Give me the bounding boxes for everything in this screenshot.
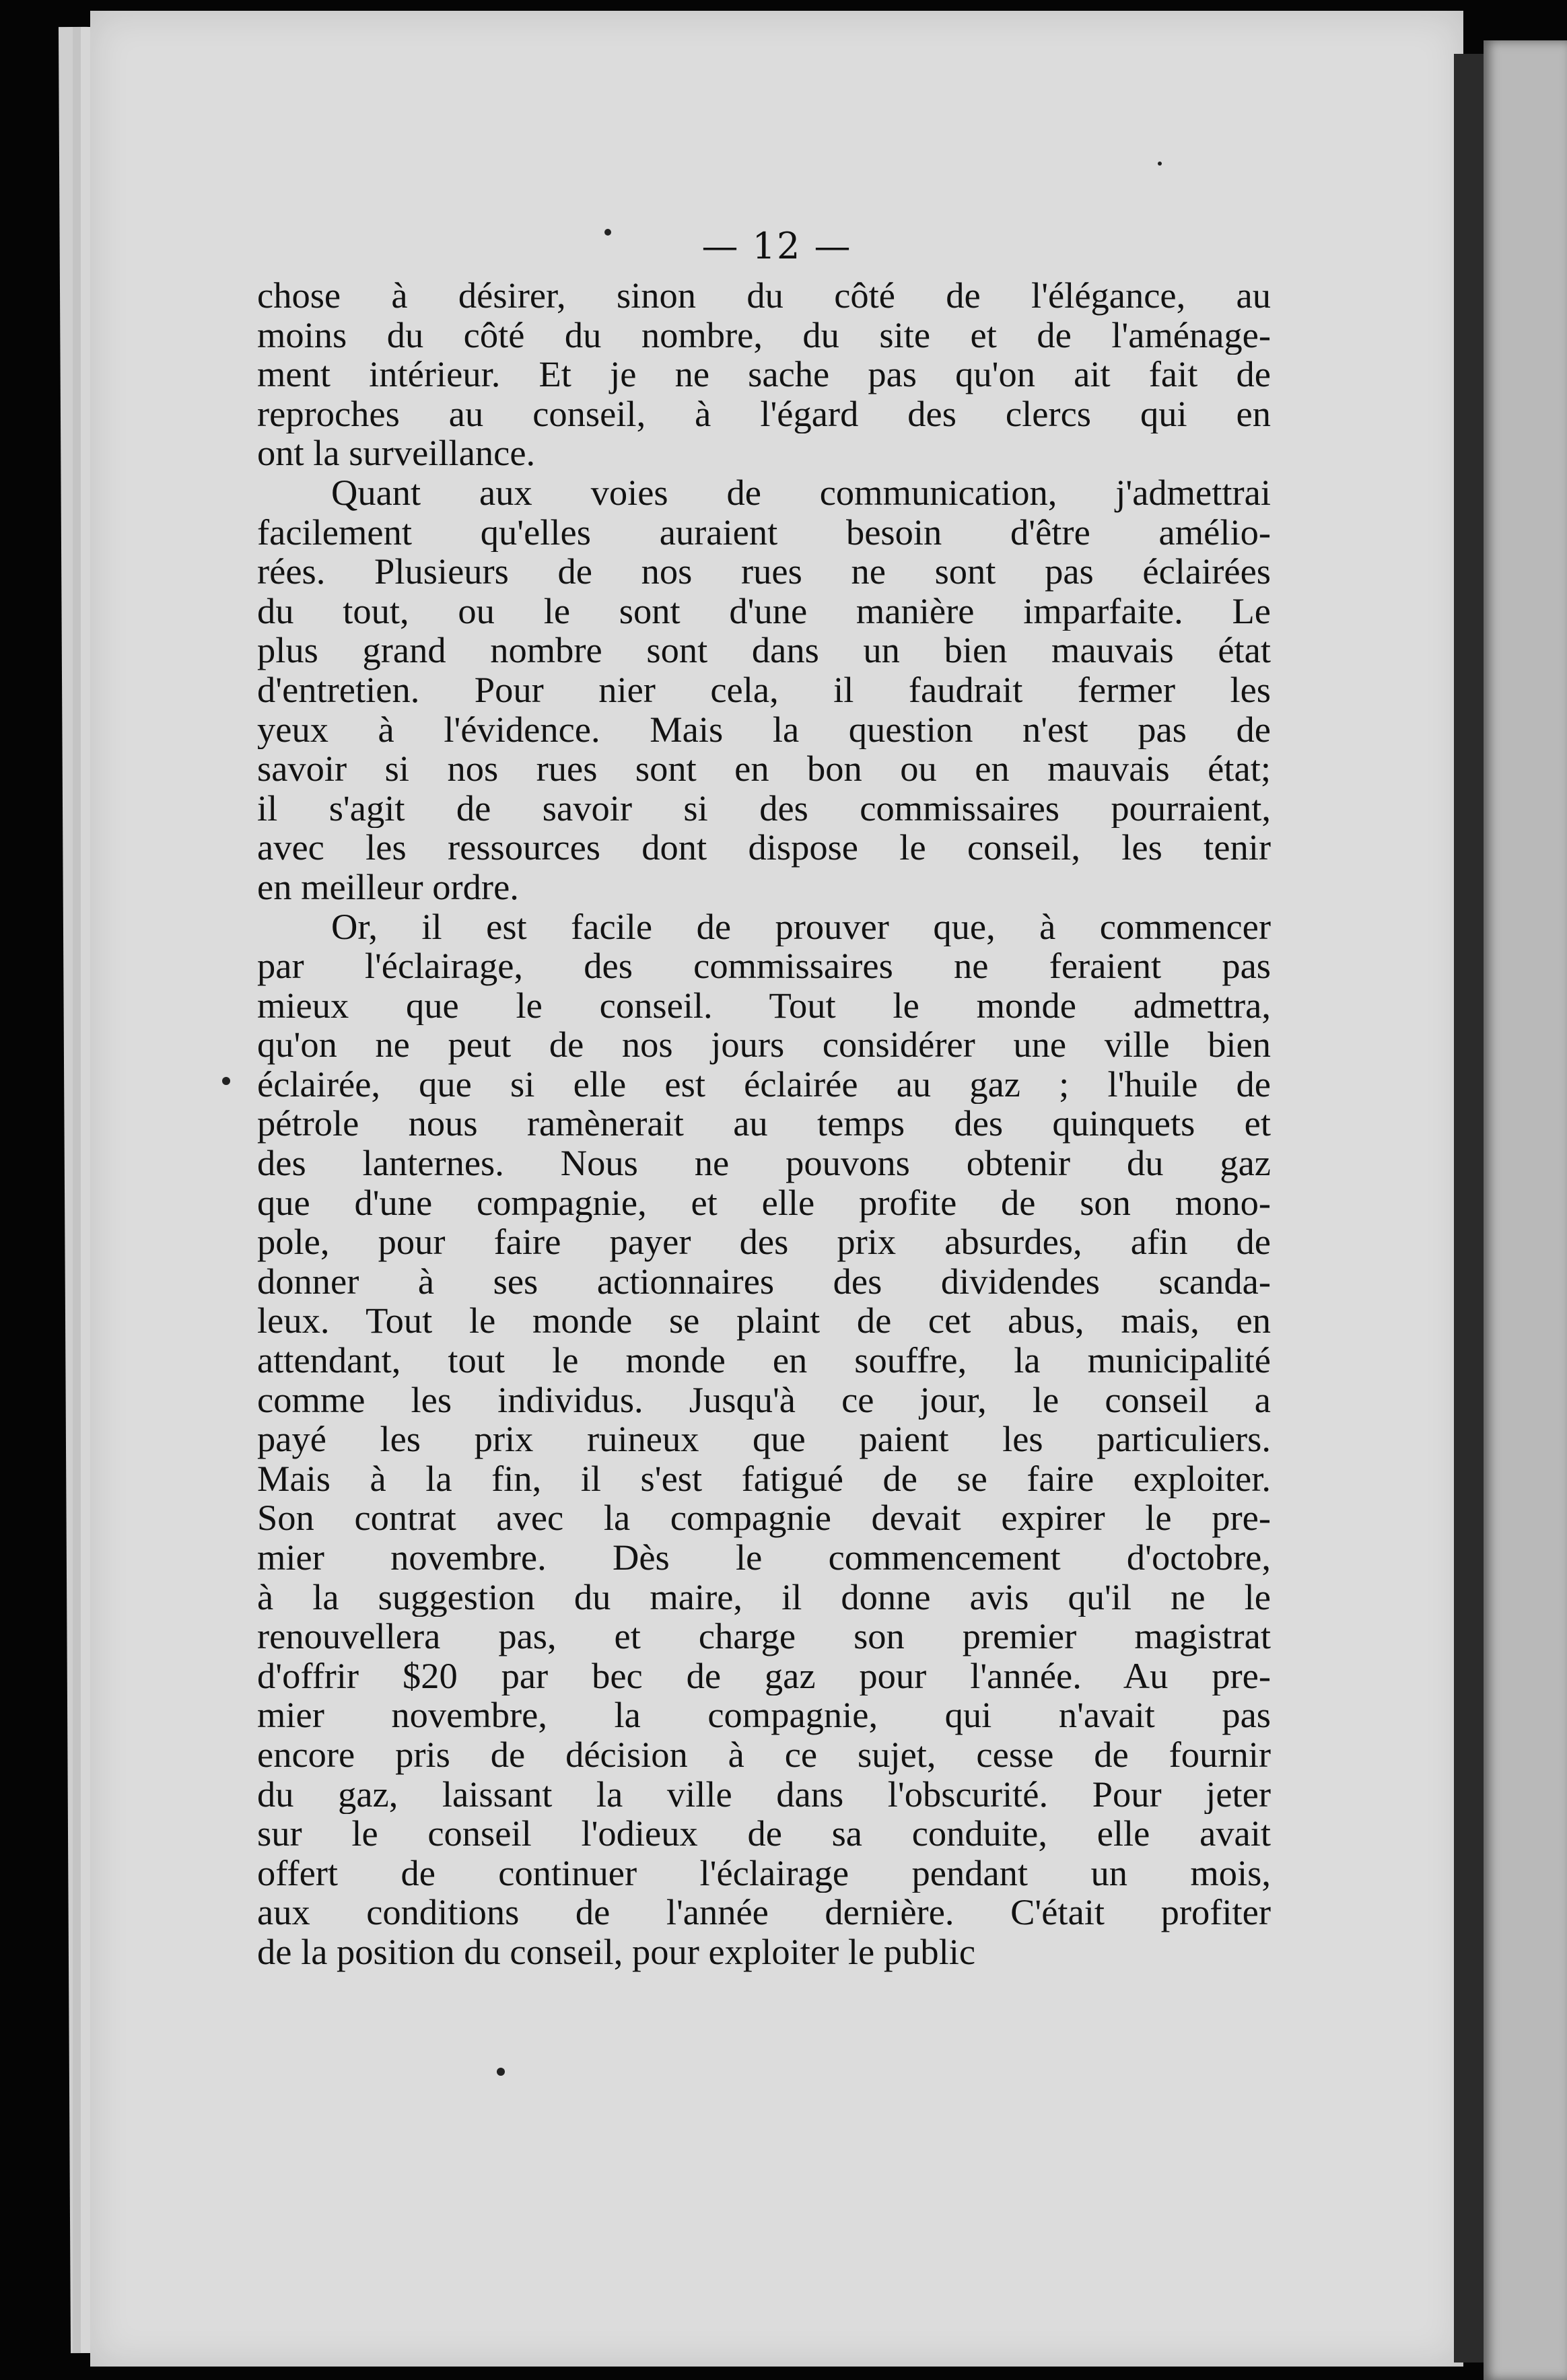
text-line: de la position du conseil, pour exploiter le public <box>257 1932 976 1972</box>
text-line: par l'éclairage, des commissaires ne feraient pas <box>257 946 1271 986</box>
text-line: qu'on ne peut de nos jours considérer une ville bien <box>257 1025 1271 1065</box>
text-line: plus grand nombre sont dans un bien mauvais état <box>257 631 1271 670</box>
page-number: — 12 — <box>701 225 852 267</box>
text-line: pétrole nous ramènerait au temps des quinquets et <box>257 1104 1271 1144</box>
scan-speck <box>222 1077 230 1085</box>
paragraph <box>257 907 1271 1972</box>
text-line: yeux à l'évidence. Mais la question n'est pas de <box>257 709 1271 750</box>
text-line: mier novembre. Dès le commencement d'octobre, <box>257 1538 1271 1578</box>
text-line: moins du côté du nombre, du site et de l'aménage- <box>257 315 1271 355</box>
text-line: ont la surveillance. <box>257 433 536 473</box>
text-line: des lanternes. Nous ne pouvons obtenir du gaz <box>257 1144 1271 1183</box>
text-line: que d'une compagnie, et elle profite de son mono- <box>257 1183 1271 1223</box>
text-line: facilement qu'elles auraient besoin d'être amélio- <box>257 512 1271 553</box>
text-line: du tout, ou le sont d'une manière imparfaite. Le <box>257 591 1271 631</box>
text-line: rées. Plusieurs de nos rues ne sont pas éclairées <box>257 552 1271 592</box>
text-line: Or, il est facile de prouver que, à commencer <box>331 907 1271 947</box>
text-line: donner à ses actionnaires des dividendes scanda- <box>257 1261 1271 1302</box>
text-line: il s'agit de savoir si des commissaires pourraient, <box>257 788 1271 829</box>
text-line: reproches au conseil, à l'égard des clercs qui en <box>257 394 1271 434</box>
text-line: chose à désirer, sinon du côté de l'élégance, au <box>257 276 1271 316</box>
text-line: Quant aux voies de communication, j'admettrai <box>331 473 1271 513</box>
text-line: mier novembre, la compagnie, qui n'avait pas <box>257 1695 1271 1735</box>
text-line: à la suggestion du maire, il donne avis qu'il ne le <box>257 1577 1271 1617</box>
text-line: du gaz, laissant la ville dans l'obscurité. Pour jeter <box>257 1774 1271 1815</box>
text-line: éclairée, que si elle est éclairée au gaz ; l'huile de <box>257 1064 1271 1105</box>
text-line: leux. Tout le monde se plaint de cet abus, mais, en <box>257 1301 1271 1341</box>
body-text <box>257 276 1271 1972</box>
text-line: ment intérieur. Et je ne sache pas qu'on ait fait de <box>257 355 1271 394</box>
text-line: attendant, tout le monde en souffre, la municipalité <box>257 1341 1271 1380</box>
text-line: en meilleur ordre. <box>257 867 519 907</box>
paragraph <box>257 276 1271 473</box>
text-line: savoir si nos rues sont en bon ou en mauvais état; <box>257 749 1271 789</box>
text-line: offert de continuer l'éclairage pendant un mois, <box>257 1853 1271 1893</box>
text-line: d'entretien. Pour nier cela, il faudrait fermer les <box>257 670 1271 710</box>
text-line: mieux que le conseil. Tout le monde admettra, <box>257 985 1271 1026</box>
text-line: encore pris de décision à ce sujet, cesse de fournir <box>257 1735 1271 1775</box>
scan-speck <box>604 229 611 236</box>
text-line: pole, pour faire payer des prix absurdes, afin de <box>257 1222 1271 1262</box>
text-line: comme les individus. Jusqu'à ce jour, le conseil a <box>257 1380 1271 1420</box>
text-line: avec les ressources dont dispose le conseil, les tenir <box>257 828 1271 868</box>
scan-speck <box>1158 162 1162 166</box>
text-line: sur le conseil l'odieux de sa conduite, elle avait <box>257 1814 1271 1854</box>
text-line: Son contrat avec la compagnie devait expirer le pre- <box>257 1498 1271 1538</box>
scan-speck <box>497 2068 505 2076</box>
text-line: payé les prix ruineux que paient les particuliers. <box>257 1420 1271 1459</box>
text-line: renouvellera pas, et charge son premier magistrat <box>257 1617 1271 1656</box>
paragraph <box>257 473 1271 907</box>
facing-page-edge <box>1484 40 1567 2380</box>
text-line: aux conditions de l'année dernière. C'était profiter <box>257 1893 1271 1932</box>
book-gutter <box>1454 54 1484 2362</box>
text-line: d'offrir $20 par bec de gaz pour l'année. Au pre- <box>257 1656 1271 1696</box>
text-line: Mais à la fin, il s'est fatigué de se faire exploiter. <box>257 1459 1271 1499</box>
